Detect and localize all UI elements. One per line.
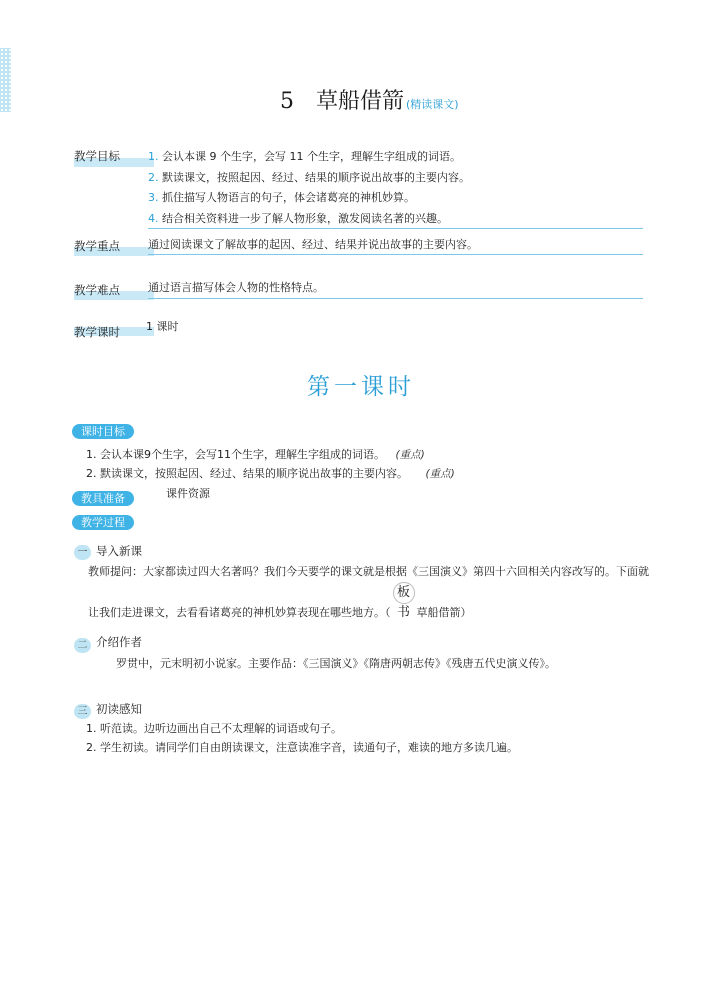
goal-line: 4. 结合相关资料进一步了解人物形象，激发阅读名著的兴趣。 (148, 212, 448, 225)
step-number-icon: 三 (74, 704, 91, 719)
goals-label: 教学目标 (74, 149, 120, 163)
step-heading: 初读感知 (96, 702, 142, 716)
hours-label: 教学课时 (74, 325, 120, 339)
difficulty-text: 通过语言描写体会人物的性格特点。 (148, 281, 324, 294)
goal-line: 2. 默读课文，按照起因、经过、结果的顺序说出故事的主要内容。 (148, 171, 470, 184)
goal-line: 3. 抓住描写人物语言的句子，体会诸葛亮的神机妙算。 (148, 191, 415, 204)
lesson-number: 5 (280, 89, 294, 114)
objectives-pill: 课时目标 (72, 424, 134, 439)
section-title: 第一课时 (307, 374, 415, 400)
lesson-title (280, 84, 459, 115)
objective-line: 2. 默读课文，按照起因、经过、结果的顺序说出故事的主要内容。 (重点) (86, 467, 455, 480)
step-list-item: 1. 听范读。边听边画出自己不太理解的词语或句子。 (86, 722, 342, 735)
divider (148, 298, 643, 299)
key-text: 通过阅读课文了解故事的起因、经过、结果并说出故事的主要内容。 (148, 238, 478, 251)
objective-line: 1. 会认本课9个生字，会写11个生字，理解生字组成的词语。 (重点) (86, 448, 425, 461)
divider (148, 228, 643, 229)
key-label: 教学重点 (74, 239, 120, 253)
divider (148, 254, 643, 255)
hours-text: 1 课时 (146, 320, 179, 333)
lesson-tag: (精读课文) (406, 98, 459, 111)
page-edge-decoration (0, 48, 11, 112)
goal-line: 1. 会认本课 9 个生字，会写 11 个生字，理解生字组成的词语。 (148, 150, 461, 163)
board-mark: 板书 (393, 582, 415, 604)
lesson-name: 草船借箭 (316, 89, 405, 114)
step-paragraph: 罗贯中，元末明初小说家。主要作品：《三国演义》《隋唐两朝志传》《残唐五代史演义传》。 (116, 657, 556, 670)
step-list-item: 2. 学生初读。请同学们自由朗读课文，注意读准字音，读通句子，难读的地方多读几遍。 (86, 741, 518, 754)
prep-text: 课件资源 (166, 487, 210, 500)
process-pill: 教学过程 (72, 515, 134, 530)
difficulty-label: 教学难点 (74, 283, 120, 297)
step-number-icon: 二 (74, 638, 91, 653)
step-paragraph: 教师提问：大家都读过四大名著吗？我们今天要学的课文就是根据《三国演义》第四十六回相关内容改写的。下面就让我们走进课文，去看看诸葛亮的神机妙算表现在哪些地方。（板书 草船借箭） (88, 565, 649, 620)
step-heading: 介绍作者 (96, 635, 142, 649)
prep-pill: 教具准备 (72, 491, 134, 506)
step-number-icon: 一 (74, 545, 91, 560)
step-heading: 导入新课 (96, 544, 142, 558)
